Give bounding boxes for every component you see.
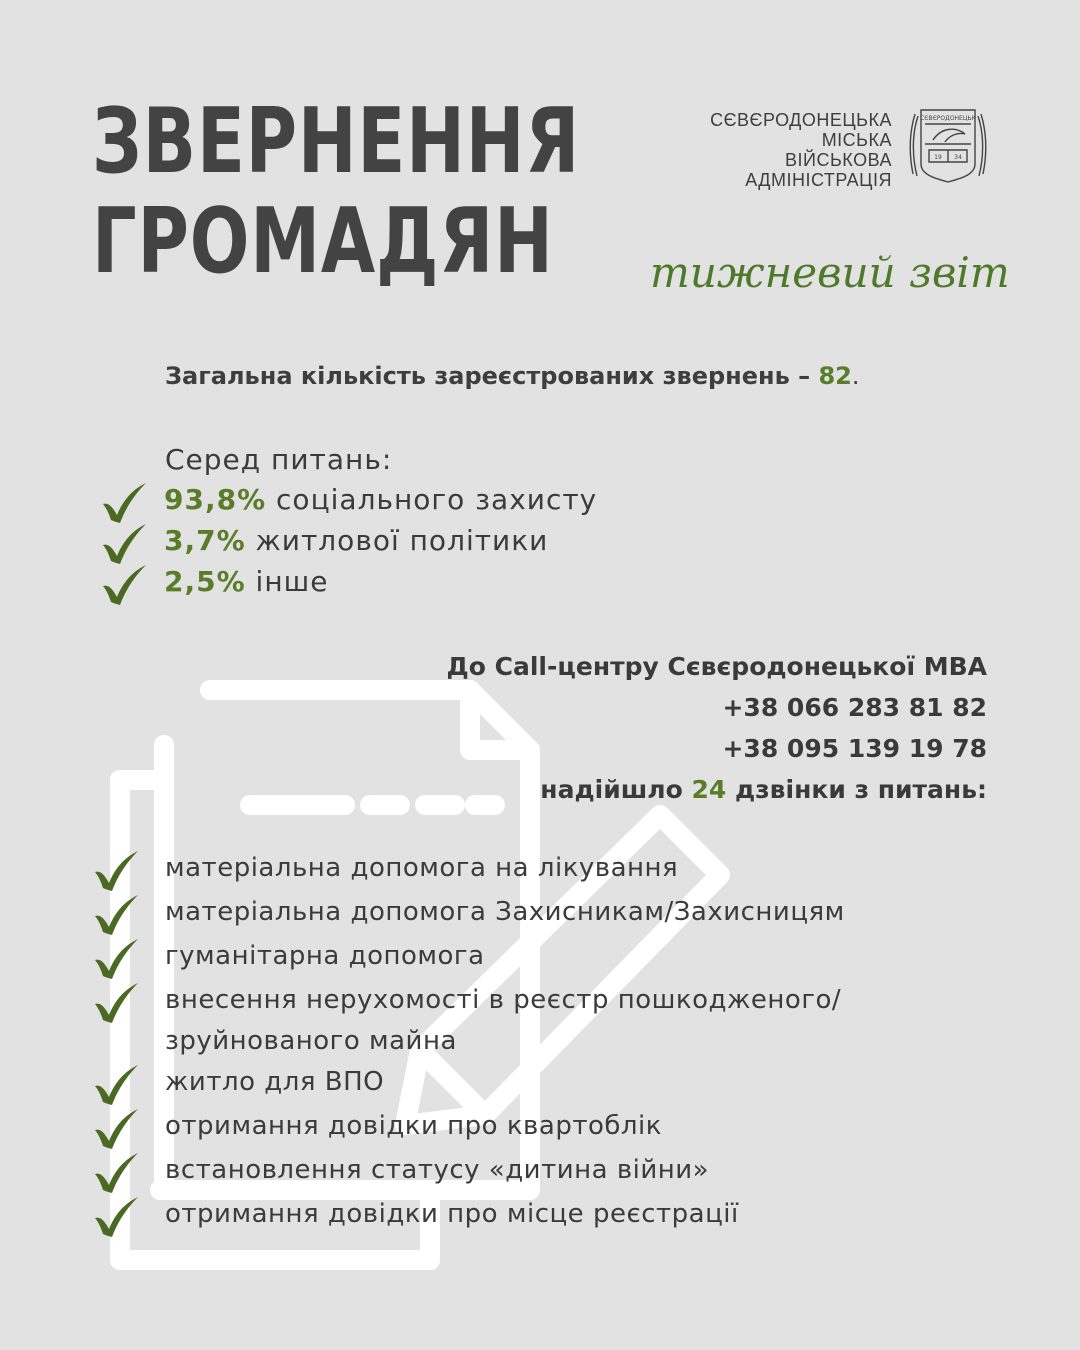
checkmark-icon <box>92 1152 140 1194</box>
call-center-title: До Call-центру Сєвєродонецької МВА <box>446 652 987 681</box>
topic-text <box>165 1150 709 1191</box>
calls-count: 24 <box>691 775 727 804</box>
checkmark-icon <box>92 982 140 1024</box>
title-line: ГРОМАДЯН <box>92 189 554 294</box>
calls-count-line <box>446 769 987 810</box>
list-item <box>100 564 597 605</box>
checkmark-icon <box>100 564 148 606</box>
checkmark-icon <box>92 850 140 892</box>
topic-text <box>165 980 841 1062</box>
checkmark-icon <box>92 1196 140 1238</box>
topic-line: отримання довідки про місце реєстрації <box>165 1199 739 1229</box>
topic-text <box>165 1062 384 1103</box>
checkmark-icon <box>92 894 140 936</box>
topic-line: матеріальна допомога на лікування <box>165 853 679 883</box>
list-item <box>100 523 597 564</box>
topic-line: матеріальна допомога Захисникам/Захисницям <box>165 897 845 927</box>
stat-percent: 93,8% <box>164 483 267 516</box>
stat-label: соціального захисту <box>266 483 598 516</box>
emblem-year-right: 34 <box>954 154 962 161</box>
topic-line: внесення нерухомості в реєстр пошкодженого/ <box>165 985 842 1015</box>
checkmark-icon <box>92 938 140 980</box>
topics-intro: Серед питань: <box>165 443 393 476</box>
weekly-report-label: тижневий звіт <box>650 248 1010 297</box>
list-item <box>92 980 845 1062</box>
stat-percent: 2,5% <box>164 565 246 598</box>
phone-number: +38 095 139 19 78 <box>722 734 987 763</box>
checkmark-icon <box>92 1064 140 1106</box>
stat-label: житлової політики <box>245 524 549 557</box>
checkmark-icon <box>92 1108 140 1150</box>
list-item <box>92 1194 845 1238</box>
org-line: СЄВЄРОДОНЕЦЬКА <box>710 110 892 130</box>
topic-line: отримання довідки про квартоблік <box>165 1111 662 1141</box>
calls-prefix: надійшло <box>540 775 692 804</box>
list-item <box>92 848 845 892</box>
calls-suffix: дзвінки з питань: <box>726 775 987 804</box>
org-line: МІСЬКА <box>821 130 892 150</box>
list-item <box>92 892 845 936</box>
stat-percent: 3,7% <box>164 524 246 557</box>
total-label: Загальна кількість зареєстрованих звернень – <box>165 362 819 390</box>
total-suffix: . <box>851 362 860 390</box>
list-item <box>100 482 597 523</box>
topic-text <box>165 936 485 977</box>
topic-text <box>165 1106 662 1147</box>
list-item <box>92 1150 845 1194</box>
phone-number: +38 066 283 81 82 <box>722 693 987 722</box>
checkmark-icon <box>100 482 148 524</box>
topic-line: встановлення статусу «дитина війни» <box>165 1155 710 1185</box>
emblem-banner-text: СЄВЄРОДОНЕЦЬК <box>920 115 976 122</box>
checkmark-icon <box>100 523 148 565</box>
org-line: АДМІНІСТРАЦІЯ <box>745 170 892 190</box>
topic-line: житло для ВПО <box>165 1067 385 1097</box>
list-item <box>92 936 845 980</box>
total-count: 82 <box>818 362 852 390</box>
topic-line: гуманітарна допомога <box>165 941 485 971</box>
list-item <box>92 1106 845 1150</box>
organization-name <box>710 110 892 190</box>
list-item <box>92 1062 845 1106</box>
topic-text <box>165 848 678 889</box>
topic-line: зруйнованого майна <box>165 1026 457 1056</box>
title-line: ЗВЕРНЕННЯ <box>92 89 581 194</box>
topic-text <box>165 1194 739 1235</box>
total-appeals-line <box>165 362 860 390</box>
call-center-block <box>446 646 987 810</box>
city-coat-of-arms-icon <box>907 104 989 188</box>
emblem-year-left: 19 <box>934 154 942 161</box>
call-topics-list <box>92 848 845 1238</box>
topic-text <box>165 892 845 933</box>
page-title <box>92 89 581 294</box>
stat-label: інше <box>245 565 329 598</box>
org-line: ВІЙСЬКОВА <box>785 150 892 170</box>
topics-summary-list <box>100 482 597 605</box>
